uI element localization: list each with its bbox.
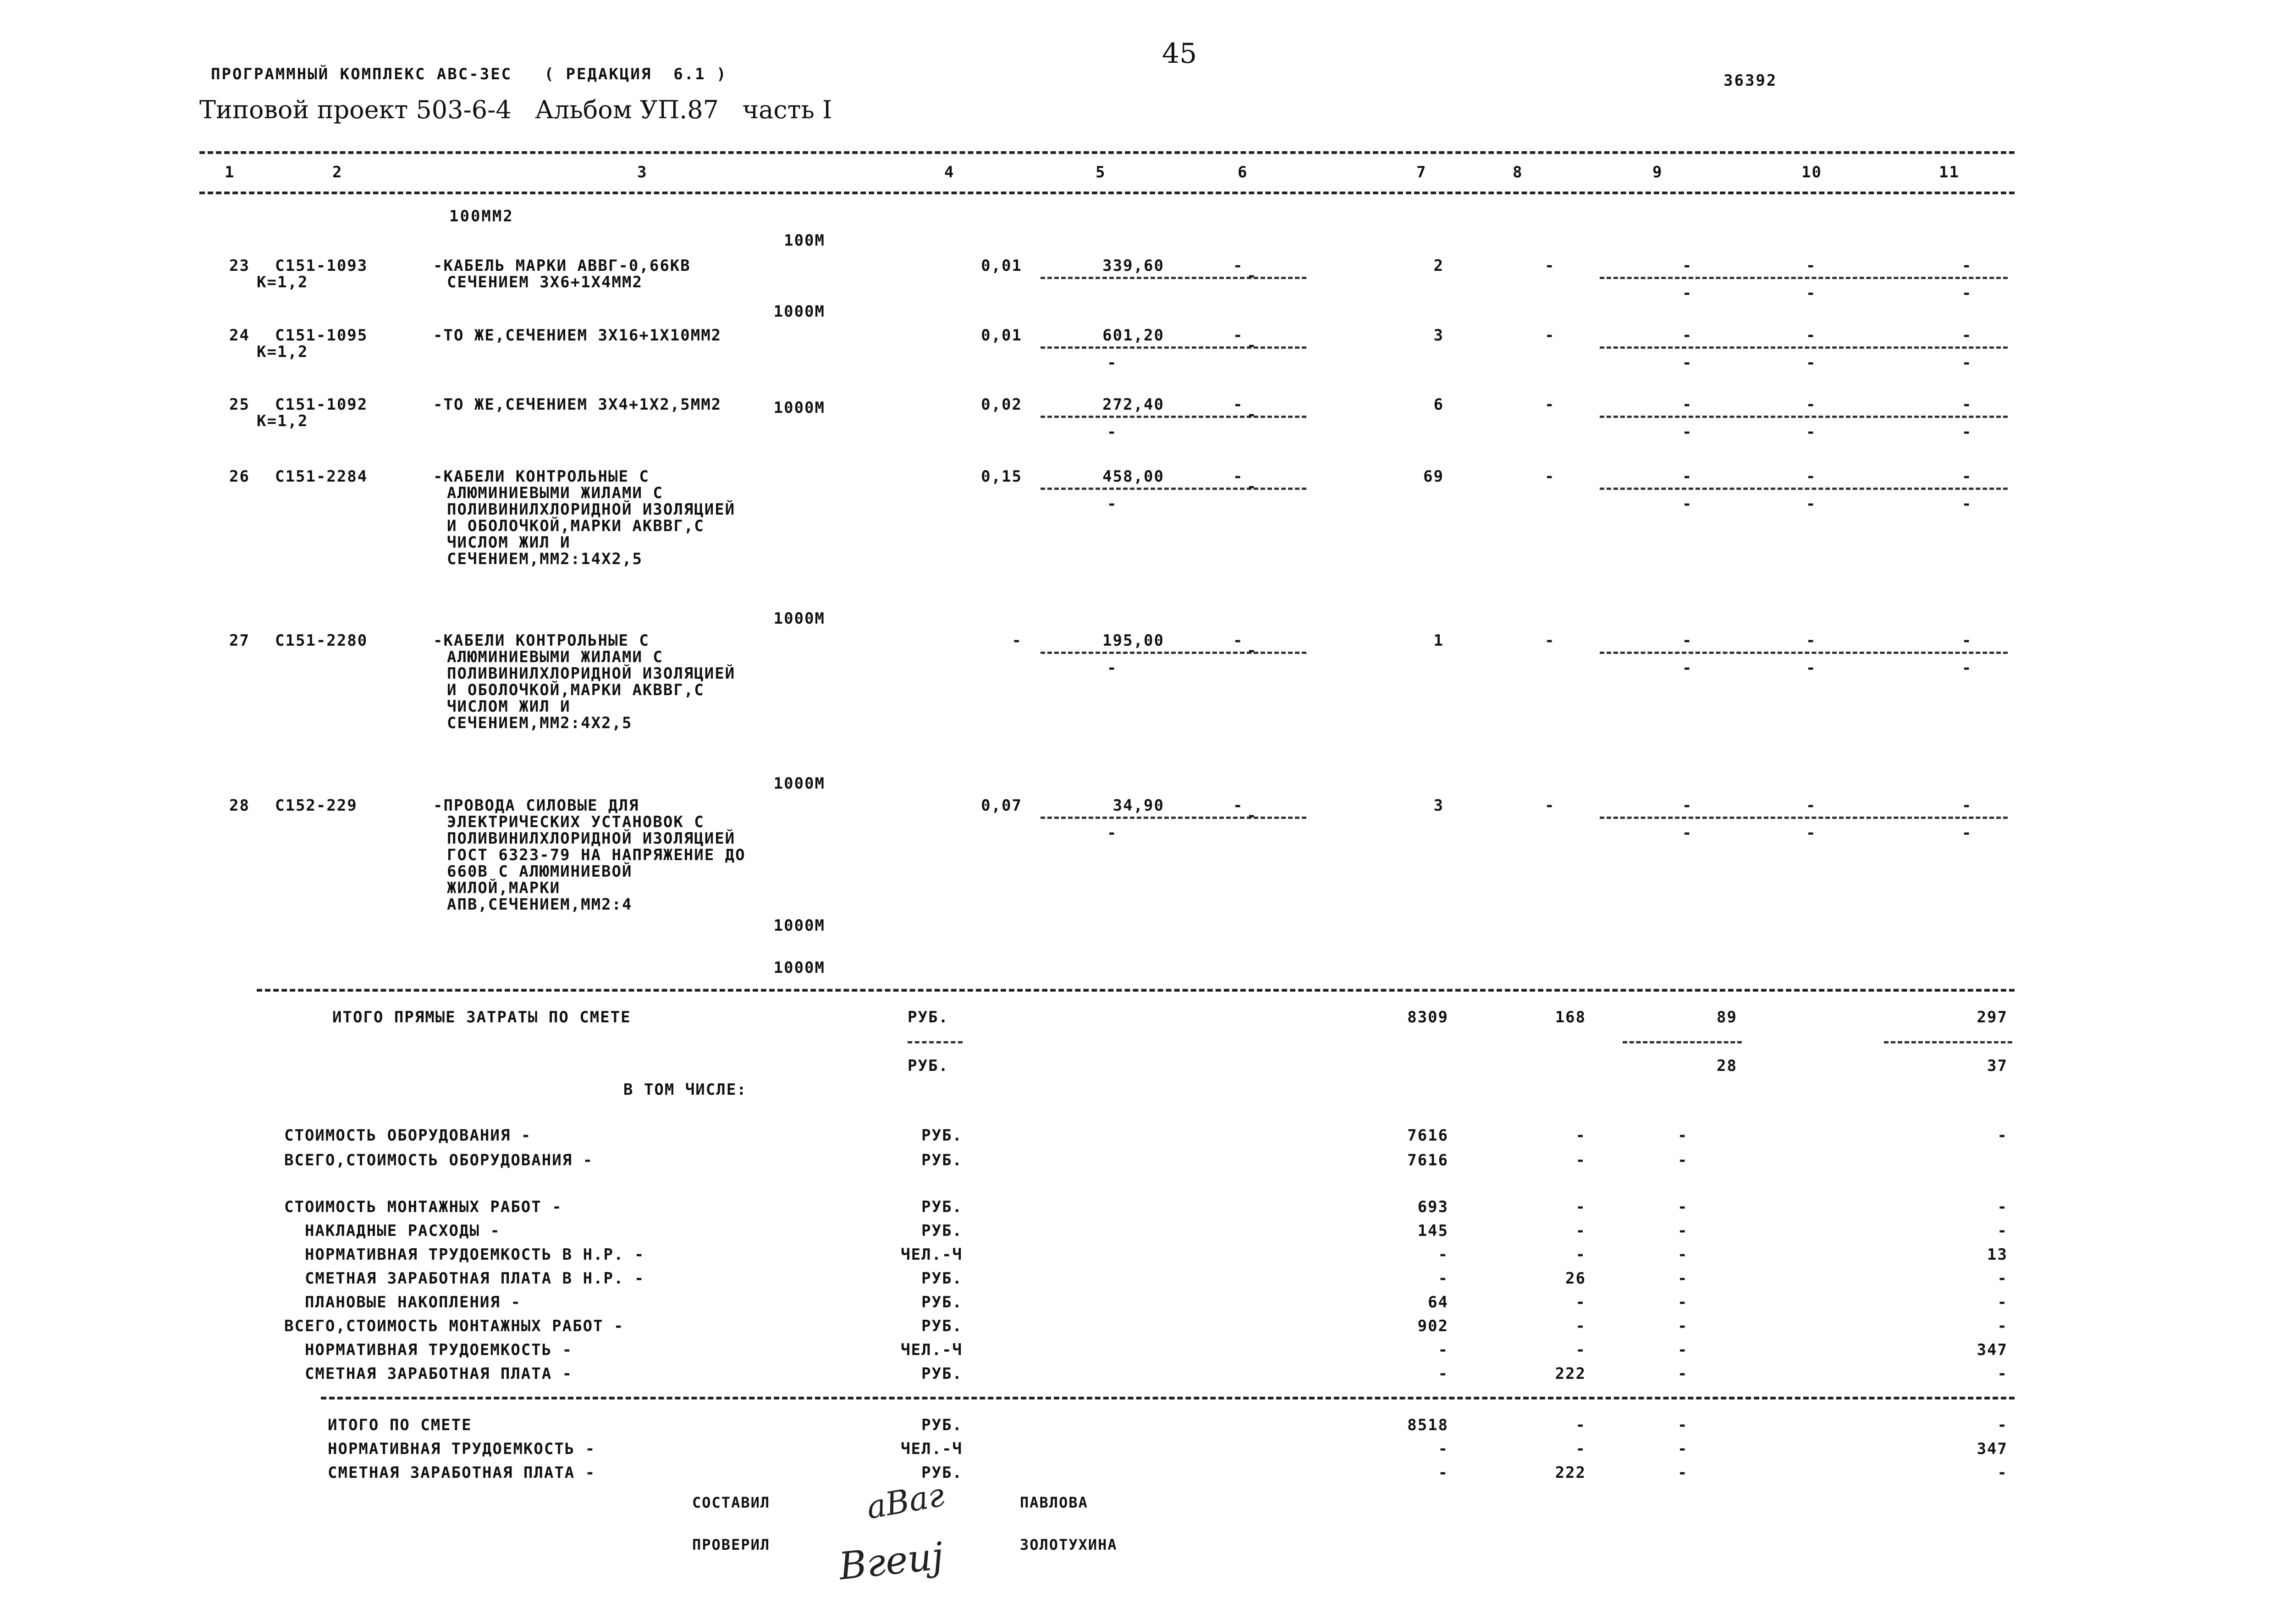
item-description-line: АПВ,СЕЧЕНИЕМ,ММ2:4: [447, 895, 633, 914]
item-coefficient: К=1,2: [257, 273, 308, 291]
signature-composed: аВаг: [864, 1476, 947, 1527]
item-description-line: -КАБЕЛИ КОНТРОЛЬНЫЕ С: [433, 631, 650, 650]
item-unit-price: 34,90: [1112, 796, 1164, 815]
direct-costs-unit: РУБ.: [908, 1008, 949, 1026]
item-unit: 1000М: [773, 609, 825, 628]
item-col9-sub: -: [1682, 495, 1693, 513]
composed-label: СОСТАВИЛ: [692, 1494, 771, 1511]
item-description-line: СЕЧЕНИЕМ 3Х6+1Х4ММ2: [447, 273, 643, 291]
item-coefficient: К=1,2: [257, 412, 308, 430]
item-unit: 1000М: [773, 302, 825, 321]
breakdown-unit: ЧЕЛ.-Ч: [901, 1341, 963, 1359]
direct2-unit: РУБ.: [908, 1057, 949, 1075]
item-code: С151-1095: [275, 326, 368, 345]
item-right-rule: [1600, 488, 2008, 490]
item-col11: -: [1962, 796, 1972, 815]
item-col10-sub: -: [1806, 659, 1817, 677]
breakdown-unit: РУБ.: [921, 1151, 963, 1169]
program-header: ПРОГРАММНЫЙ КОМПЛЕКС АВС-3ЕС ( РЕДАКЦИЯ 6.1 ): [211, 65, 727, 83]
breakdown-label: СМЕТНАЯ ЗАРАБОТНАЯ ПЛАТА -: [284, 1365, 573, 1383]
column-header-7: 7: [1416, 163, 1427, 181]
breakdown-col8: 222: [1555, 1365, 1586, 1383]
breakdown-col8: -: [1575, 1198, 1586, 1216]
item-unit: 1000М: [773, 774, 825, 793]
item-quantity: 0,07: [981, 796, 1022, 815]
checked-label: ПРОВЕРИЛ: [692, 1536, 771, 1553]
item-price-sub: -: [1107, 423, 1118, 441]
item-col6: -: [1233, 631, 1244, 650]
item-col9-sub: -: [1682, 284, 1693, 302]
breakdown-label: ВСЕГО,СТОИМОСТЬ ОБОРУДОВАНИЯ -: [284, 1151, 594, 1169]
breakdown-unit: РУБ.: [921, 1317, 963, 1335]
breakdown-col11: -: [1997, 1365, 2008, 1383]
breakdown-col9: -: [1678, 1269, 1688, 1288]
final-rule: [321, 1397, 2015, 1399]
item-unit-price: 339,60: [1102, 257, 1164, 275]
breakdown-label: ПЛАНОВЫЕ НАКОПЛЕНИЯ -: [284, 1293, 521, 1311]
direct2-c11: 37: [1987, 1057, 2008, 1075]
breakdown-col9: -: [1678, 1245, 1688, 1264]
column-header-3: 3: [637, 163, 648, 181]
item-unit: 1000М: [773, 399, 825, 417]
item-right-rule: [1600, 416, 2008, 418]
item-description-line: И ОБОЛОЧКОЙ,МАРКИ АКВВГ,С: [447, 517, 705, 535]
item-col10: -: [1806, 395, 1817, 414]
final-col7: -: [1438, 1464, 1448, 1482]
breakdown-label: СТОИМОСТЬ ОБОРУДОВАНИЯ -: [284, 1126, 532, 1145]
item-quantity: 0,01: [981, 326, 1022, 345]
item-code: С151-2284: [275, 467, 368, 486]
column-header-5: 5: [1096, 163, 1106, 181]
item-price-rule: [1041, 346, 1306, 349]
breakdown-col8: -: [1575, 1245, 1586, 1264]
item-col11-sub: -: [1962, 423, 1972, 441]
final-col11: -: [1997, 1416, 2008, 1434]
breakdown-col7: 145: [1417, 1222, 1448, 1240]
item-col8: -: [1545, 467, 1555, 486]
item-col10: -: [1806, 467, 1817, 486]
item-description-line: -ПРОВОДА СИЛОВЫЕ ДЛЯ: [433, 796, 639, 815]
direct-c9-rule: [1623, 1041, 1742, 1043]
carry-over-text: 100ММ2: [449, 207, 514, 225]
breakdown-col7: -: [1438, 1269, 1448, 1288]
item-col10: -: [1806, 631, 1817, 650]
item-col8: -: [1545, 395, 1555, 414]
breakdown-col11: 347: [1977, 1341, 2008, 1359]
item-col10-sub: -: [1806, 495, 1817, 513]
item-col8: -: [1545, 257, 1555, 275]
breakdown-col8: -: [1575, 1222, 1586, 1240]
item-col10: -: [1806, 257, 1817, 275]
column-header-10: 10: [1801, 163, 1822, 181]
item-col11-sub: -: [1962, 659, 1972, 677]
item-description-line: СЕЧЕНИЕМ,ММ2:14Х2,5: [447, 550, 643, 568]
item-price-rule: [1041, 416, 1306, 418]
column-header-2: 2: [332, 163, 343, 181]
item-price-rule: [1041, 277, 1306, 279]
breakdown-col8: -: [1575, 1317, 1586, 1335]
item-description-line: -КАБЕЛИ КОНТРОЛЬНЫЕ С: [433, 467, 650, 486]
final-col7: -: [1438, 1440, 1448, 1458]
item-col11: -: [1962, 395, 1972, 414]
item-col9: -: [1682, 326, 1693, 345]
direct-costs-label: ИТОГО ПРЯМЫЕ ЗАТРАТЫ ПО СМЕТЕ: [332, 1008, 631, 1026]
direct2-c9: 28: [1717, 1057, 1737, 1075]
final-col7: 8518: [1407, 1416, 1448, 1434]
breakdown-label: НОРМАТИВНАЯ ТРУДОЕМКОСТЬ В Н.Р. -: [284, 1245, 645, 1264]
item-code: С151-1093: [275, 257, 368, 275]
breakdown-unit: РУБ.: [921, 1126, 963, 1145]
checked-name: ЗОЛОТУХИНА: [1020, 1536, 1118, 1553]
breakdown-col8: -: [1575, 1293, 1586, 1311]
item-col10-sub: -: [1806, 423, 1817, 441]
table-top-rule: [199, 151, 2015, 154]
item-price-rule: [1041, 817, 1306, 819]
item-price-sub: -: [1107, 495, 1118, 513]
item-col7: 3: [1433, 326, 1444, 345]
project-title: Типовой проект 503-6-4 Альбом УП.87 часть I: [199, 95, 832, 124]
item-col6-sub: -: [1247, 336, 1257, 355]
breakdown-col8: 26: [1565, 1269, 1586, 1288]
item-description-line: -ТО ЖЕ,СЕЧЕНИЕМ 3Х4+1Х2,5ММ2: [433, 395, 722, 414]
item-col11: -: [1962, 326, 1972, 345]
including-label: В ТОМ ЧИСЛЕ:: [623, 1081, 747, 1099]
direct-unit-rule: [908, 1041, 963, 1043]
document-code: 36392: [1723, 71, 1778, 90]
breakdown-unit: РУБ.: [921, 1293, 963, 1311]
breakdown-col7: 7616: [1407, 1151, 1448, 1169]
item-col11: -: [1962, 467, 1972, 486]
item-col6-sub: -: [1247, 267, 1257, 285]
item-right-rule: [1600, 817, 2008, 819]
item-description-line: ЧИСЛОМ ЖИЛ И: [447, 533, 571, 552]
item-col8: -: [1545, 796, 1555, 815]
breakdown-col7: -: [1438, 1365, 1448, 1383]
item-description-line: АЛЮМИНИЕВЫМИ ЖИЛАМИ С: [447, 484, 663, 502]
final-label: ИТОГО ПО СМЕТЕ: [328, 1416, 472, 1434]
breakdown-col7: -: [1438, 1245, 1448, 1264]
breakdown-unit: РУБ.: [921, 1198, 963, 1216]
breakdown-col9: -: [1678, 1293, 1688, 1311]
item-col11-sub: -: [1962, 284, 1972, 302]
item-col9: -: [1682, 631, 1693, 650]
item-price-sub: -: [1107, 354, 1118, 372]
item-description-line: И ОБОЛОЧКОЙ,МАРКИ АКВВГ,С: [447, 681, 705, 699]
breakdown-col9: -: [1678, 1341, 1688, 1359]
item-quantity: 0,15: [981, 467, 1022, 486]
totals-top-rule: [257, 989, 2015, 992]
column-header-8: 8: [1513, 163, 1523, 181]
item-col10: -: [1806, 326, 1817, 345]
item-right-rule: [1600, 652, 2008, 654]
item-col6: -: [1233, 326, 1244, 345]
column-header-11: 11: [1939, 163, 1960, 181]
final-col8: -: [1575, 1416, 1586, 1434]
item-price-sub: -: [1107, 824, 1118, 842]
item-quantity: 0,02: [981, 395, 1022, 414]
final-col9: -: [1678, 1416, 1688, 1434]
item-unit-price: 195,00: [1102, 631, 1164, 650]
item-unit: 100М: [784, 231, 825, 250]
item-quantity: -: [1012, 631, 1022, 650]
final-col11: -: [1997, 1464, 2008, 1482]
item-col6-sub: -: [1247, 406, 1257, 424]
breakdown-col11: -: [1997, 1198, 2008, 1216]
item-number: 27: [229, 631, 250, 650]
signature-checked: Вгеиј: [837, 1534, 946, 1589]
item-code: С152-229: [275, 796, 358, 815]
item-number: 28: [229, 796, 250, 815]
table-header-rule: [199, 192, 2015, 194]
breakdown-col9: -: [1678, 1151, 1688, 1169]
item-col9-sub: -: [1682, 423, 1693, 441]
breakdown-col7: 64: [1428, 1293, 1448, 1311]
item-col6-sub: -: [1247, 477, 1257, 496]
breakdown-col11: -: [1997, 1293, 2008, 1311]
breakdown-col11: -: [1997, 1222, 2008, 1240]
breakdown-unit: РУБ.: [921, 1269, 963, 1288]
breakdown-label: СТОИМОСТЬ МОНТАЖНЫХ РАБОТ -: [284, 1198, 562, 1216]
breakdown-col11: 13: [1987, 1245, 2008, 1264]
item-col9: -: [1682, 257, 1693, 275]
item-description-line: ПОЛИВИНИЛХЛОРИДНОЙ ИЗОЛЯЦИЕЙ: [447, 500, 736, 519]
breakdown-col7: 693: [1417, 1198, 1448, 1216]
item-col10-sub: -: [1806, 284, 1817, 302]
item-col11-sub: -: [1962, 824, 1972, 842]
item-col9: -: [1682, 467, 1693, 486]
item-description-line: 660В С АЛЮМИНИЕВОЙ: [447, 862, 633, 881]
item-right-rule: [1600, 277, 2008, 279]
final-label: СМЕТНАЯ ЗАРАБОТНАЯ ПЛАТА -: [328, 1464, 596, 1482]
item-col11-sub: -: [1962, 495, 1972, 513]
breakdown-label: НАКЛАДНЫЕ РАСХОДЫ -: [284, 1222, 501, 1240]
direct-costs-c7: 8309: [1407, 1008, 1448, 1026]
direct-c11-rule: [1884, 1041, 2012, 1043]
composed-name: ПАВЛОВА: [1020, 1494, 1088, 1511]
item-description-line: ЖИЛОЙ,МАРКИ: [447, 879, 561, 897]
direct-costs-c9: 89: [1717, 1008, 1737, 1026]
end-unit: 1000М: [773, 959, 825, 977]
item-unit: 1000М: [773, 916, 825, 935]
item-description-line: -КАБЕЛЬ МАРКИ АВВГ-0,66КВ: [433, 257, 691, 275]
item-col9-sub: -: [1682, 354, 1693, 372]
item-col6: -: [1233, 395, 1244, 414]
breakdown-label: СМЕТНАЯ ЗАРАБОТНАЯ ПЛАТА В Н.Р. -: [284, 1269, 645, 1288]
item-col6-sub: -: [1247, 807, 1257, 825]
item-number: 25: [229, 395, 250, 414]
column-header-9: 9: [1652, 163, 1663, 181]
final-unit: РУБ.: [921, 1416, 963, 1434]
direct-costs-c11: 297: [1977, 1008, 2008, 1026]
item-col10-sub: -: [1806, 354, 1817, 372]
item-quantity: 0,01: [981, 257, 1022, 275]
item-col9-sub: -: [1682, 824, 1693, 842]
item-col6: -: [1233, 796, 1244, 815]
item-col9: -: [1682, 395, 1693, 414]
breakdown-col8: -: [1575, 1151, 1586, 1169]
breakdown-label: НОРМАТИВНАЯ ТРУДОЕМКОСТЬ -: [284, 1341, 573, 1359]
breakdown-col9: -: [1678, 1222, 1688, 1240]
breakdown-col7: 7616: [1407, 1126, 1448, 1145]
breakdown-col9: -: [1678, 1198, 1688, 1216]
breakdown-col9: -: [1678, 1317, 1688, 1335]
item-code: С151-2280: [275, 631, 368, 650]
item-price-rule: [1041, 652, 1306, 654]
item-price-rule: [1041, 488, 1306, 490]
item-description-line: ГОСТ 6323-79 НА НАПРЯЖЕНИЕ ДО: [447, 846, 746, 864]
item-number: 23: [229, 257, 250, 275]
item-col6: -: [1233, 467, 1244, 486]
breakdown-col11: -: [1997, 1269, 2008, 1288]
item-col10: -: [1806, 796, 1817, 815]
item-unit-price: 272,40: [1102, 395, 1164, 414]
final-label: НОРМАТИВНАЯ ТРУДОЕМКОСТЬ -: [328, 1440, 596, 1458]
item-description-line: ЧИСЛОМ ЖИЛ И: [447, 697, 571, 716]
item-description-line: ПОЛИВИНИЛХЛОРИДНОЙ ИЗОЛЯЦИЕЙ: [447, 829, 736, 848]
breakdown-unit: РУБ.: [921, 1222, 963, 1240]
item-unit-price: 601,20: [1102, 326, 1164, 345]
final-col11: 347: [1977, 1440, 2008, 1458]
item-description-line: АЛЮМИНИЕВЫМИ ЖИЛАМИ С: [447, 648, 663, 666]
breakdown-label: ВСЕГО,СТОИМОСТЬ МОНТАЖНЫХ РАБОТ -: [284, 1317, 624, 1335]
item-col11-sub: -: [1962, 354, 1972, 372]
item-col6-sub: -: [1247, 642, 1257, 660]
breakdown-col11: -: [1997, 1317, 2008, 1335]
item-col11: -: [1962, 257, 1972, 275]
item-description-line: ПОЛИВИНИЛХЛОРИДНОЙ ИЗОЛЯЦИЕЙ: [447, 664, 736, 683]
column-header-1: 1: [225, 163, 235, 181]
final-col8: -: [1575, 1440, 1586, 1458]
column-header-6: 6: [1238, 163, 1248, 181]
item-col6: -: [1233, 257, 1244, 275]
item-description-line: ЭЛЕКТРИЧЕСКИХ УСТАНОВОК С: [447, 813, 705, 831]
final-col8: 222: [1555, 1464, 1586, 1482]
column-header-4: 4: [944, 163, 955, 181]
item-coefficient: К=1,2: [257, 343, 308, 361]
item-unit-price: 458,00: [1102, 467, 1164, 486]
direct-costs-c8: 168: [1555, 1008, 1586, 1026]
breakdown-col7: -: [1438, 1341, 1448, 1359]
item-col7: 3: [1433, 796, 1444, 815]
breakdown-col9: -: [1678, 1126, 1688, 1145]
final-col9: -: [1678, 1440, 1688, 1458]
item-right-rule: [1600, 346, 2008, 349]
breakdown-unit: ЧЕЛ.-Ч: [901, 1245, 963, 1264]
final-unit: РУБ.: [921, 1464, 963, 1482]
breakdown-col8: -: [1575, 1341, 1586, 1359]
breakdown-col9: -: [1678, 1365, 1688, 1383]
item-number: 26: [229, 467, 250, 486]
item-description-line: СЕЧЕНИЕМ,ММ2:4Х2,5: [447, 714, 633, 732]
item-col11: -: [1962, 631, 1972, 650]
final-col9: -: [1678, 1464, 1688, 1482]
breakdown-unit: РУБ.: [921, 1365, 963, 1383]
final-unit: ЧЕЛ.-Ч: [901, 1440, 963, 1458]
item-col7: 69: [1423, 467, 1444, 486]
breakdown-col8: -: [1575, 1126, 1586, 1145]
item-description-line: -ТО ЖЕ,СЕЧЕНИЕМ 3Х16+1Х10ММ2: [433, 326, 722, 345]
item-number: 24: [229, 326, 250, 345]
item-col9: -: [1682, 796, 1693, 815]
breakdown-col11: -: [1997, 1126, 2008, 1145]
breakdown-col7: 902: [1417, 1317, 1448, 1335]
item-col8: -: [1545, 326, 1555, 345]
item-price-sub: -: [1107, 659, 1118, 677]
item-col8: -: [1545, 631, 1555, 650]
item-col7: 1: [1433, 631, 1444, 650]
item-col10-sub: -: [1806, 824, 1817, 842]
item-col7: 6: [1433, 395, 1444, 414]
item-col9-sub: -: [1682, 659, 1693, 677]
page-number: 45: [1162, 38, 1197, 70]
item-col7: 2: [1433, 257, 1444, 275]
item-code: С151-1092: [275, 395, 368, 414]
